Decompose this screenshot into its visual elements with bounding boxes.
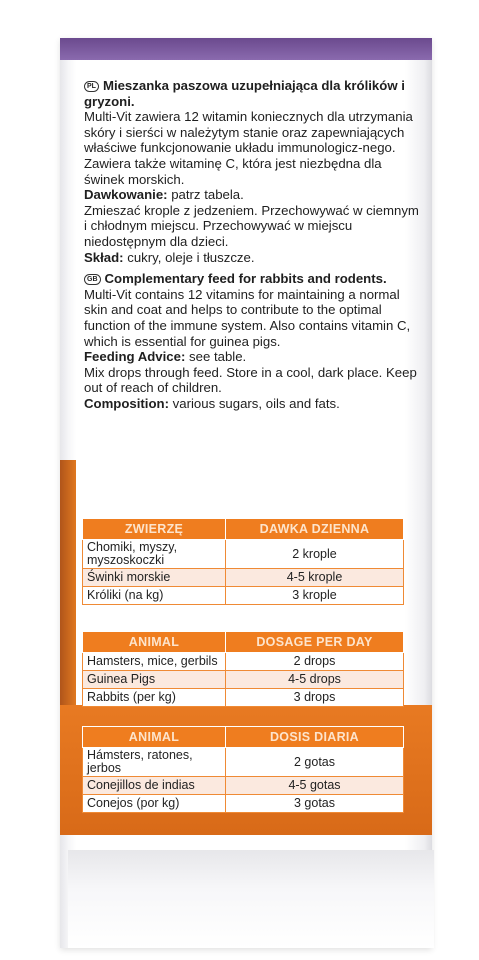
pl-dose-label: Dawkowanie: [84, 187, 168, 203]
purple-top-strip [60, 38, 432, 60]
table-row [83, 689, 404, 707]
table-cell: Świnki morskie [83, 569, 226, 587]
table-cell: 2 gotas [226, 748, 404, 777]
table-row [83, 671, 404, 689]
gb-dose-label: Feeding Advice: [84, 349, 186, 365]
pl-section [84, 78, 420, 265]
table-cell: 4-5 gotas [226, 777, 404, 795]
table-header: ANIMAL [83, 632, 226, 653]
table-row [83, 748, 404, 777]
table-cell: 4-5 krople [226, 569, 404, 587]
pl-instructions: Zmieszać krople z jedzeniem. Przechowywać w ciemnym i chłodnym miejscu. Przechowywać w miejscu niedostępnym dla dzieci. [84, 202, 419, 249]
table-header: DOSAGE PER DAY [226, 632, 404, 653]
table-header: ANIMAL [83, 727, 226, 748]
table-cell: Hamsters, mice, gerbils [83, 653, 226, 671]
table-cell: Rabbits (per kg) [83, 689, 226, 707]
table-header: ZWIERZĘ [83, 519, 226, 540]
dosage-table-pl [82, 518, 404, 605]
table-row [83, 795, 404, 813]
table-cell: 3 krople [226, 587, 404, 605]
gb-dose-text: see table. [185, 349, 247, 365]
gb-instructions: Mix drops through feed. Store in a cool, dark place. Keep out of reach of children. [84, 364, 417, 396]
table-cell: 3 gotas [226, 795, 404, 813]
table-cell: Guinea Pigs [83, 671, 226, 689]
pl-comp-text: cukry, oleje i tłuszcze. [123, 249, 255, 265]
gb-comp-text: various sugars, oils and fats. [168, 395, 340, 411]
gb-badge: GB [84, 274, 101, 285]
gb-comp-label: Composition: [84, 395, 169, 411]
table-cell: Hámsters, ratones, jerbos [83, 748, 226, 777]
dosage-table-gb [82, 631, 404, 707]
pl-dose-text: patrz tabela. [167, 187, 244, 203]
table-cell: Conejos (por kg) [83, 795, 226, 813]
pl-title: Mieszanka paszowa uzupełniająca dla królików i gryzoni. [84, 78, 405, 109]
table-cell: Króliki (na kg) [83, 587, 226, 605]
pl-body: Multi-Vit zawiera 12 witamin koniecznych dla utrzymania skóry i sierści w należytym stanie oraz zapewniających właściwe funkcjonowanie układu immunologicz-nego. Zawiera także witaminę C, która jest niezbędna dla świnek morskich. [84, 109, 413, 187]
gb-title: Complementary feed for rabbits and rodents. [104, 271, 387, 287]
gb-body: Multi-Vit contains 12 vitamins for maintaining a normal skin and coat and helps to contribute to the optimal function of the immune system. Also contains vitamin C, which is essential for guinea pigs. [84, 286, 411, 349]
table-row [83, 569, 404, 587]
table-cell: 2 drops [226, 653, 404, 671]
gb-section [84, 271, 420, 411]
label-text [84, 78, 420, 417]
pl-comp-label: Skład: [84, 249, 124, 265]
table-cell: 4-5 drops [226, 671, 404, 689]
table-cell: 2 krople [226, 540, 404, 569]
table-header: DAWKA DZIENNA [226, 519, 404, 540]
table-row [83, 540, 404, 569]
table-cell: Chomiki, myszy, myszoskoczki [83, 540, 226, 569]
table-cell: Conejillos de indias [83, 777, 226, 795]
table-row [83, 653, 404, 671]
table-cell: 3 drops [226, 689, 404, 707]
dosage-table-es [82, 726, 404, 813]
table-row [83, 777, 404, 795]
table-row [83, 587, 404, 605]
table-header: DOSIS DIARIA [226, 727, 404, 748]
pl-badge: PL [84, 81, 99, 92]
box-bottom-flap [68, 850, 434, 948]
